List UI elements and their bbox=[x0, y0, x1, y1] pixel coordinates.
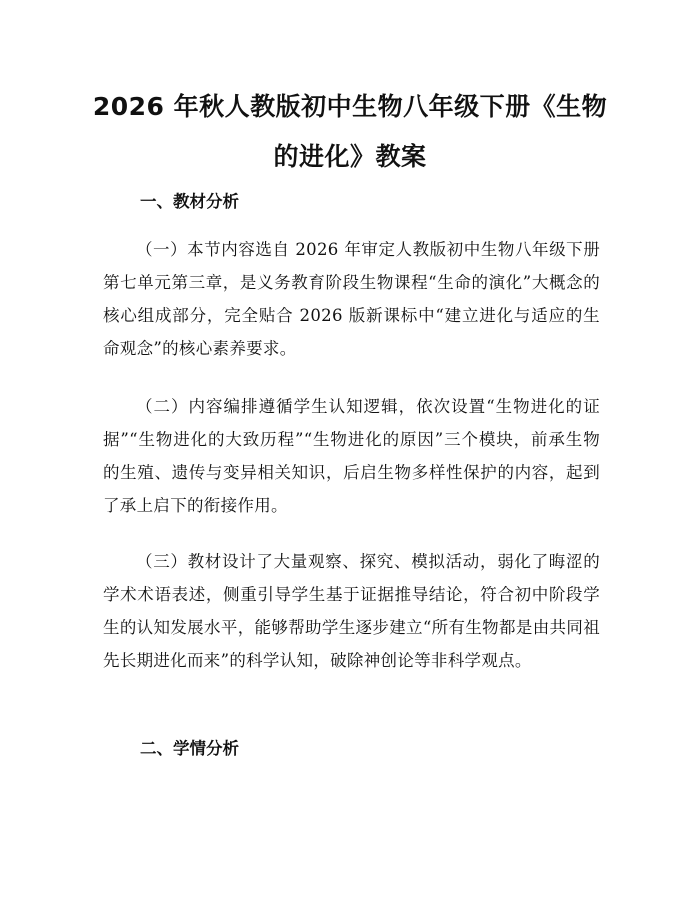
paragraph-1: （一）本节内容选自 2026 年审定人教版初中生物八年级下册第七单元第三章，是义务教育阶段生物课程“生命的演化”大概念的核心组成部分，完全贴合 2026 版新课标中“建立进化与适应的生命观念”的核心素养要求。 bbox=[103, 240, 600, 358]
paragraph-2: （二）内容编排遵循学生认知逻辑，依次设置“生物进化的证据”“生物进化的大致历程”“生物进化的原因”三个模块，前承生物的生殖、遗传与变异相关知识，后启生物多样性保护的内容，起到了承上启下的衔接作用。 bbox=[103, 397, 600, 515]
paragraph-3: （三）教材设计了大量观察、探究、模拟活动，弱化了晦涩的学术术语表述，侧重引导学生基于证据推导结论，符合初中阶段学生的认知发展水平，能够帮助学生逐步建立“所有生物都是由共同祖先长期进化而来”的科学认知，破除神创论等非科学观点。 bbox=[103, 552, 600, 670]
section-heading-student-analysis: 二、学情分析 bbox=[140, 739, 239, 758]
section-heading-textbook-analysis: 一、教材分析 bbox=[140, 192, 239, 211]
document-title: 2026 年秋人教版初中生物八年级下册《生物的进化》教案 bbox=[92, 92, 608, 171]
